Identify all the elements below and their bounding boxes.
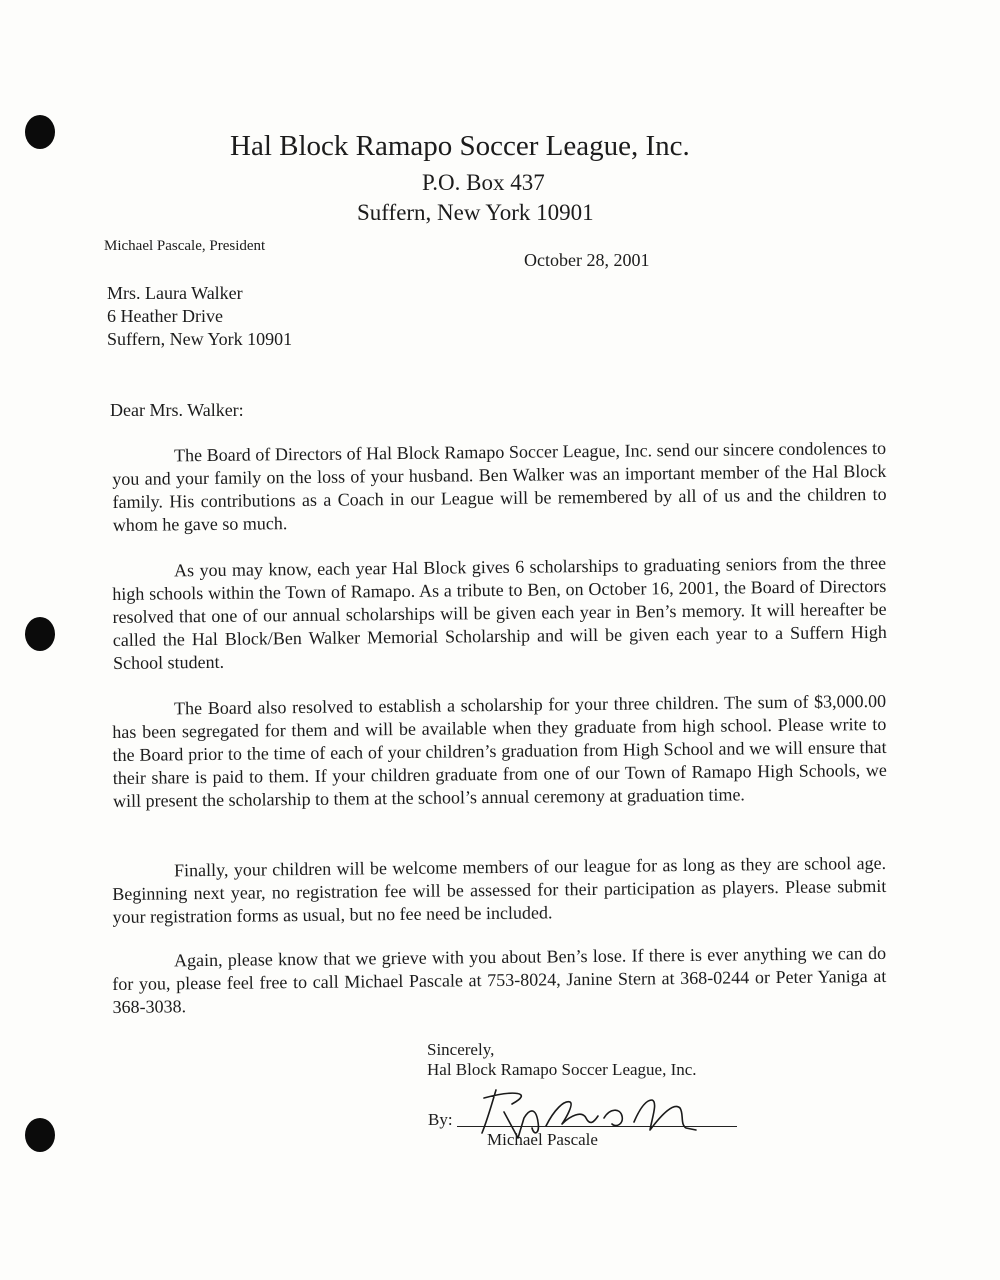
punch-hole-top	[25, 115, 55, 149]
closing-org: Hal Block Ramapo Soccer League, Inc.	[427, 1060, 697, 1079]
letter-body-3	[112, 690, 887, 832]
closing-block	[427, 1040, 697, 1080]
letterhead-org-name: Hal Block Ramapo Soccer League, Inc.	[230, 130, 690, 162]
recipient-name: Mrs. Laura Walker	[107, 283, 243, 303]
letter-body-2	[112, 552, 887, 694]
paragraph-memorial-scholarship: As you may know, each year Hal Block gives 6 scholarships to graduating seniors from the three high schools within the Town of Ramapo. As a tribute to Ben, on October 16, 2001, the Board of Directors resolved that one of our annual scholarships will be given each year in Ben’s memory. It will hereafter be called the Hal Block/Ben Walker Memorial Scholarship and will be given each year to a Suffern High School student.	[112, 552, 887, 673]
letter-body-5	[112, 942, 887, 1038]
letterhead-po-box: P.O. Box 437	[422, 170, 545, 195]
letter-body-1	[112, 437, 887, 556]
recipient-street: 6 Heather Drive	[107, 306, 223, 326]
recipient-city: Suffern, New York 10901	[107, 329, 293, 349]
paragraph-condolences: The Board of Directors of Hal Block Ramapo Soccer League, Inc. send our sincere condolences to you and your family on the loss of your husband. Ben Walker was an important member of the Hal Block family. His contributions as a Coach in our League will be remembered by all of us and the children to whom he gave so much.	[112, 437, 887, 535]
punch-hole-bottom	[25, 1118, 55, 1152]
letter-body-4	[112, 852, 887, 948]
recipient-address	[107, 282, 292, 351]
closing-sincerely: Sincerely,	[427, 1040, 495, 1059]
punch-hole-middle	[25, 617, 55, 651]
paragraph-registration-fee: Finally, your children will be welcome members of our league for as long as they are school age. Beginning next year, no registration fee will be assessed for their participation as players. Please submit your registration forms as usual, but no fee need be included.	[112, 852, 887, 927]
paragraph-contacts: Again, please know that we grieve with you about Ben’s lose. If there is ever anything we can do for you, please feel free to call Michael Pascale at 753-8024, Janine Stern at 368-0244 or Peter Yaniga at 368-3038.	[112, 942, 887, 1017]
letterhead-city: Suffern, New York 10901	[357, 200, 594, 225]
salutation: Dear Mrs. Walker:	[110, 400, 244, 420]
letter-date: October 28, 2001	[524, 250, 650, 270]
by-label: By:	[428, 1110, 453, 1129]
signer-name: Michael Pascale	[487, 1130, 598, 1149]
president-line: Michael Pascale, President	[104, 238, 266, 254]
paragraph-children-scholarship: The Board also resolved to establish a scholarship for your three children. The sum of $3,000.00 has been segregated for them and will be available when they graduate from high school. Please write to the Board prior to the time of each of your children’s graduation from High School and we will ensure that their share is paid to them. If your children graduate from one of our Town of Ramapo High Schools, we will present the scholarship to them at the school’s annual ceremony at graduation time.	[112, 690, 887, 811]
